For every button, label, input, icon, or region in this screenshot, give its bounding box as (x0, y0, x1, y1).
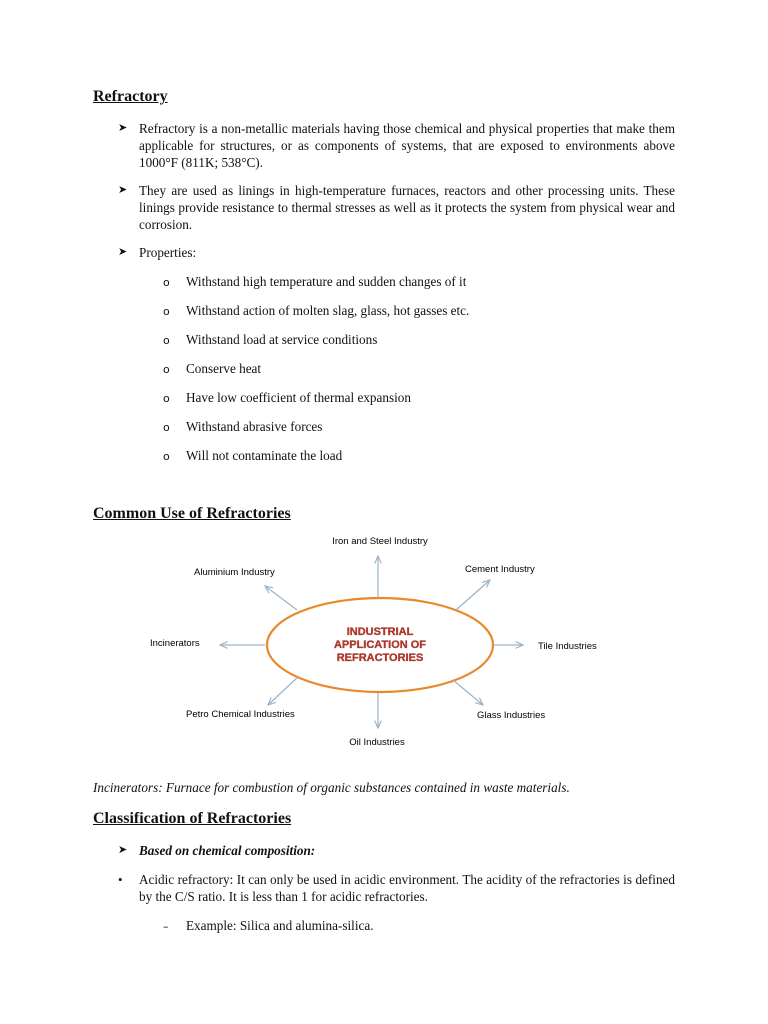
arrow-bullet-icon: ➤ (118, 246, 128, 258)
circle-bullet-icon: o (163, 421, 170, 434)
label-cement: Cement Industry (465, 564, 535, 575)
property-item: o Withstand load at service conditions (163, 332, 378, 347)
arrow-bullet-icon: ➤ (118, 844, 128, 856)
arrow-bullet-icon: ➤ (118, 184, 128, 196)
property-item: o Conserve heat (163, 361, 262, 376)
circle-bullet-icon: o (163, 450, 170, 463)
circle-bullet-icon: o (163, 305, 170, 318)
property-item: o Withstand abrasive forces (163, 419, 323, 434)
heading-classification: Classification of Refractories (93, 810, 292, 827)
heading-refractory: Refractory (93, 88, 168, 105)
label-incinerators: Incinerators (150, 638, 200, 649)
center-line-1: INDUSTRIAL (346, 626, 414, 638)
arrow-bottom-left (268, 677, 298, 705)
label-aluminium: Aluminium Industry (194, 567, 275, 578)
bullet-text: Properties: (139, 245, 197, 260)
property-item: o Withstand high temperature and sudden changes of it (163, 274, 467, 289)
label-tile: Tile Industries (538, 641, 597, 652)
bullet-chemical-composition (118, 842, 675, 859)
example-item: – Example: Silica and alumina-silica. (163, 918, 374, 933)
label-glass: Glass Industries (477, 710, 546, 721)
circle-bullet-icon: o (163, 276, 170, 289)
dash-bullet-icon: – (163, 920, 169, 933)
dot-bullet-icon: • (118, 872, 123, 887)
property-item: o Withstand action of molten slag, glass, hot gasses etc. (163, 303, 470, 318)
label-iron-steel: Iron and Steel Industry (332, 536, 428, 547)
arrow-top-right (456, 580, 490, 610)
bullet-text: Acidic refractory: It can only be used in acidic environment. The acidity of the refractories is defined by the C/S ratio. It is less than 1 for acidic refractories. (139, 872, 675, 904)
bullet-definition (118, 120, 675, 171)
center-line-3: REFRACTORIES (336, 652, 424, 664)
arrow-bullet-icon: ➤ (118, 122, 128, 134)
industrial-application-diagram (140, 530, 620, 755)
bullet-text: They are used as linings in high-temperature furnaces, reactors and other processing units. These linings provide resistance to thermal stresses as well as it protects the system from physical wear and corrosion. (139, 183, 675, 232)
bullet-text: Refractory is a non-metallic materials having those chemical and physical properties that make them applicable for structures, or as components of systems, that are exposed to environments above 1000°F (811K; 538°C). (139, 121, 675, 170)
label-oil: Oil Industries (349, 737, 405, 748)
arrow-bottom-right (453, 680, 483, 705)
circle-bullet-icon: o (163, 334, 170, 347)
bullet-acidic-refractory (118, 871, 675, 905)
center-line-2: APPLICATION OF (333, 639, 427, 651)
property-item: o Will not contaminate the load (163, 448, 343, 463)
bullet-linings (118, 182, 675, 233)
circle-bullet-icon: o (163, 392, 170, 405)
heading-common-use: Common Use of Refractories (93, 505, 291, 522)
arrow-top-left (265, 586, 297, 610)
label-petro-chemical: Petro Chemical Industries (186, 709, 295, 720)
bullet-properties (118, 244, 675, 261)
incinerators-caption: Incinerators: Furnace for combustion of organic substances contained in waste materials. (93, 780, 570, 795)
circle-bullet-icon: o (163, 363, 170, 376)
bullet-text: Based on chemical composition: (139, 843, 316, 858)
property-item: o Have low coefficient of thermal expansion (163, 390, 411, 405)
